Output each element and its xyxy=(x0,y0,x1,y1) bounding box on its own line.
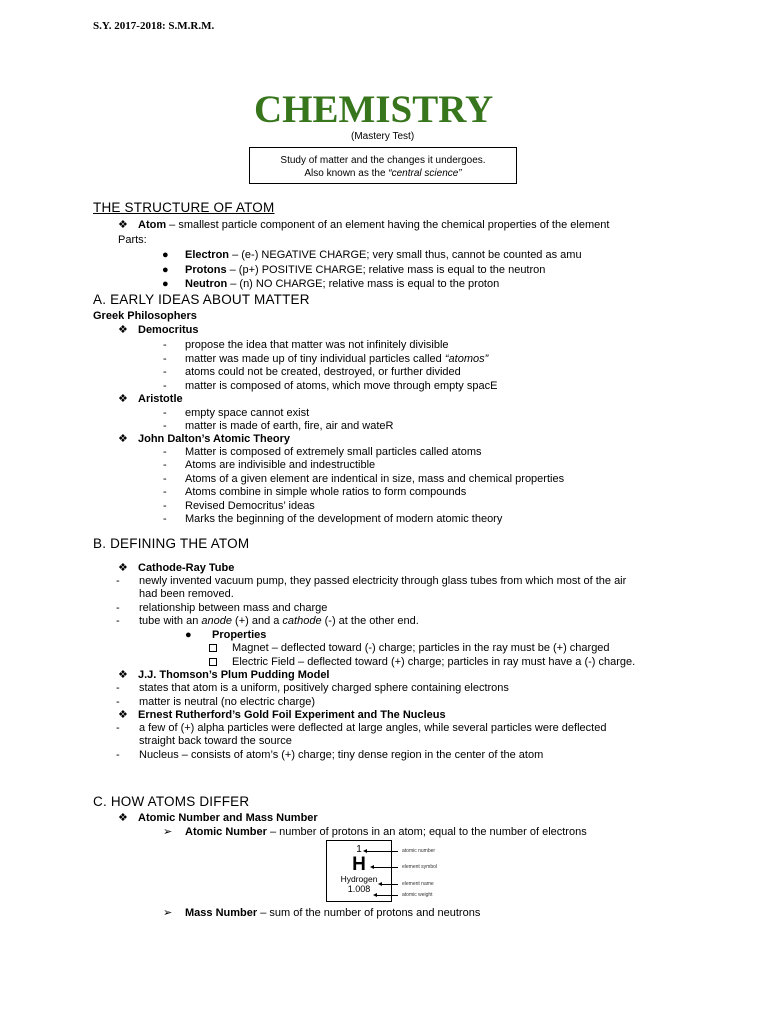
dash-bullet: - xyxy=(116,749,120,761)
dash-bullet: - xyxy=(163,459,167,471)
definition-box xyxy=(249,147,517,184)
element-symbol: H xyxy=(352,854,366,875)
cathode-point xyxy=(139,615,419,628)
mass-number-term: Mass Number xyxy=(185,907,258,919)
neutron-def: – (n) NO CHARGE; relative mass is equal to the proton xyxy=(227,278,500,290)
element-number: 1 xyxy=(356,844,362,855)
democritus-label: Democritus xyxy=(138,324,199,336)
atom-definition xyxy=(138,219,609,232)
annotation-arrow xyxy=(373,867,398,868)
mass-number-def: – sum of the number of protons and neutrons xyxy=(257,907,481,919)
cathode-point: newly invented vacuum pump, they passed electricity through glass tubes from which most of the air xyxy=(139,575,627,587)
dash-bullet: - xyxy=(163,353,167,365)
diamond-bullet: ❖ xyxy=(118,709,128,721)
dash-bullet: - xyxy=(116,682,120,694)
page-title: CHEMISTRY xyxy=(254,88,494,131)
dash-bullet: - xyxy=(163,513,167,525)
cathode-point: relationship between mass and charge xyxy=(139,602,328,614)
property-point: Electric Field – deflected toward (+) charge; particles in ray must have a (-) charge. xyxy=(232,656,636,668)
annotation-atomic-number: atomic number xyxy=(402,848,436,854)
central-science-term: “central science” xyxy=(388,168,462,179)
electron-def: – (e-) NEGATIVE CHARGE; very small thus, cannot be counted as amu xyxy=(229,249,582,261)
cathode-text: tube with an xyxy=(139,615,202,627)
element-name: Hydrogen xyxy=(340,874,378,884)
dash-bullet: - xyxy=(116,602,120,614)
diamond-bullet: ❖ xyxy=(118,812,128,824)
dot-bullet: ● xyxy=(162,249,169,261)
democritus-point: matter is composed of atoms, which move through empty spacE xyxy=(185,380,498,392)
arrow-bullet: ➢ xyxy=(163,907,173,919)
diamond-bullet: ❖ xyxy=(118,669,128,681)
atomos-term: “atomos” xyxy=(444,353,489,365)
aristotle-point: empty space cannot exist xyxy=(185,407,310,419)
democritus-point: atoms could not be created, destroyed, or further divided xyxy=(185,366,461,378)
dash-bullet: - xyxy=(163,380,167,392)
neutron-term: Neutron xyxy=(185,278,228,290)
annotation-element-symbol: element symbol xyxy=(402,864,438,870)
thomson-label: J.J. Thomson’s Plum Pudding Model xyxy=(138,669,330,681)
protons-def: – (p+) POSITIVE CHARGE; relative mass is equal to the neutron xyxy=(226,264,546,276)
cathode-text: (+) and a xyxy=(231,615,283,627)
rutherford-point-cont: straight back toward the source xyxy=(139,735,292,747)
parts-label: Parts: xyxy=(118,234,147,246)
dash-bullet: - xyxy=(163,420,167,432)
dalton-point: Matter is composed of extremely small particles called atoms xyxy=(185,446,482,458)
diamond-bullet: ❖ xyxy=(118,562,128,574)
checkbox-bullet xyxy=(209,656,217,669)
cathode-point-cont: had been removed. xyxy=(139,588,234,600)
document-header: S.Y. 2017-2018: S.M.R.M. xyxy=(93,20,215,32)
atom-def: – smallest particle component of an element having the chemical properties of the element xyxy=(166,219,610,231)
cathode-term: cathode xyxy=(282,615,322,627)
annotation-arrow xyxy=(366,851,398,852)
dash-bullet: - xyxy=(163,339,167,351)
section-heading-structure: THE STRUCTURE OF ATOM xyxy=(93,200,275,215)
page-subtitle: (Mastery Test) xyxy=(351,131,415,142)
checkbox-bullet xyxy=(209,642,217,655)
dot-bullet: ● xyxy=(162,264,169,276)
atomic-number-term: Atomic Number xyxy=(185,826,267,838)
property-point: Magnet – deflected toward (-) charge; particles in the ray must be (+) charged xyxy=(232,642,610,654)
thomson-point: states that atom is a uniform, positively charged sphere containing electrons xyxy=(139,682,509,694)
section-heading-early-ideas: A. EARLY IDEAS ABOUT MATTER xyxy=(93,292,310,307)
dash-bullet: - xyxy=(116,575,120,587)
annotation-element-name: element name xyxy=(402,881,434,887)
protons-item xyxy=(185,264,545,277)
rutherford-label: Ernest Rutherford’s Gold Foil Experiment and The Nucleus xyxy=(138,709,446,721)
aristotle-label: Aristotle xyxy=(138,393,183,405)
atomic-mass-number-label: Atomic Number and Mass Number xyxy=(138,812,318,824)
rutherford-point: Nucleus – consists of atom’s (+) charge; tiny dense region in the center of the atom xyxy=(139,749,544,761)
dalton-point: Revised Democritus’ ideas xyxy=(185,500,315,512)
dash-bullet: - xyxy=(163,446,167,458)
arrow-bullet: ➢ xyxy=(163,826,173,838)
atomic-number-item xyxy=(185,826,587,839)
dash-bullet: - xyxy=(116,615,120,627)
dot-bullet: ● xyxy=(162,278,169,290)
dash-bullet: - xyxy=(163,486,167,498)
mass-number-item xyxy=(185,907,480,920)
democritus-point xyxy=(185,353,488,366)
atom-term: Atom xyxy=(138,219,167,231)
neutron-item xyxy=(185,278,499,291)
electron-term: Electron xyxy=(185,249,230,261)
democritus-point: propose the idea that matter was not infinitely divisible xyxy=(185,339,449,351)
element-tile xyxy=(326,840,392,902)
democritus-point-text: matter was made up of tiny individual particles called xyxy=(185,353,445,365)
dalton-point: Atoms of a given element are indentical in size, mass and chemical properties xyxy=(185,473,565,485)
dalton-point: Atoms combine in simple whole ratios to form compounds xyxy=(185,486,467,498)
cathode-text: (-) at the other end. xyxy=(321,615,419,627)
dash-bullet: - xyxy=(163,366,167,378)
dash-bullet: - xyxy=(116,722,120,734)
atomic-number-def: – number of protons in an atom; equal to the number of electrons xyxy=(266,826,587,838)
diamond-bullet: ❖ xyxy=(118,219,128,231)
aristotle-point: matter is made of earth, fire, air and wateR xyxy=(185,420,394,432)
annotation-arrow xyxy=(376,895,398,896)
dalton-label: John Dalton’s Atomic Theory xyxy=(138,433,290,445)
anode-term: anode xyxy=(201,615,232,627)
diamond-bullet: ❖ xyxy=(118,393,128,405)
dash-bullet: - xyxy=(116,696,120,708)
dash-bullet: - xyxy=(163,500,167,512)
thomson-point: matter is neutral (no electric charge) xyxy=(139,696,316,708)
definition-line-1: Study of matter and the changes it undergoes. xyxy=(280,155,486,166)
properties-label: Properties xyxy=(212,629,267,641)
electron-item xyxy=(185,249,582,262)
section-heading-defining-atom: B. DEFINING THE ATOM xyxy=(93,536,250,551)
dot-bullet: ● xyxy=(185,629,192,641)
definition-line-2-text: Also known as the xyxy=(304,168,389,179)
cathode-ray-label: Cathode-Ray Tube xyxy=(138,562,235,574)
greek-philosophers-label: Greek Philosophers xyxy=(93,310,197,322)
dash-bullet: - xyxy=(163,473,167,485)
element-weight: 1.008 xyxy=(347,884,371,894)
annotation-arrow xyxy=(381,884,398,885)
diamond-bullet: ❖ xyxy=(118,324,128,336)
dash-bullet: - xyxy=(163,407,167,419)
section-heading-atoms-differ: C. HOW ATOMS DIFFER xyxy=(93,794,250,809)
annotation-atomic-weight: atomic weight xyxy=(402,892,433,898)
rutherford-point: a few of (+) alpha particles were deflected at large angles, while several particles were deflected xyxy=(139,722,607,734)
definition-line-2 xyxy=(250,167,516,180)
dalton-point: Atoms are indivisible and indestructible xyxy=(185,459,376,471)
diamond-bullet: ❖ xyxy=(118,433,128,445)
protons-term: Protons xyxy=(185,264,227,276)
dalton-point: Marks the beginning of the development of modern atomic theory xyxy=(185,513,503,525)
